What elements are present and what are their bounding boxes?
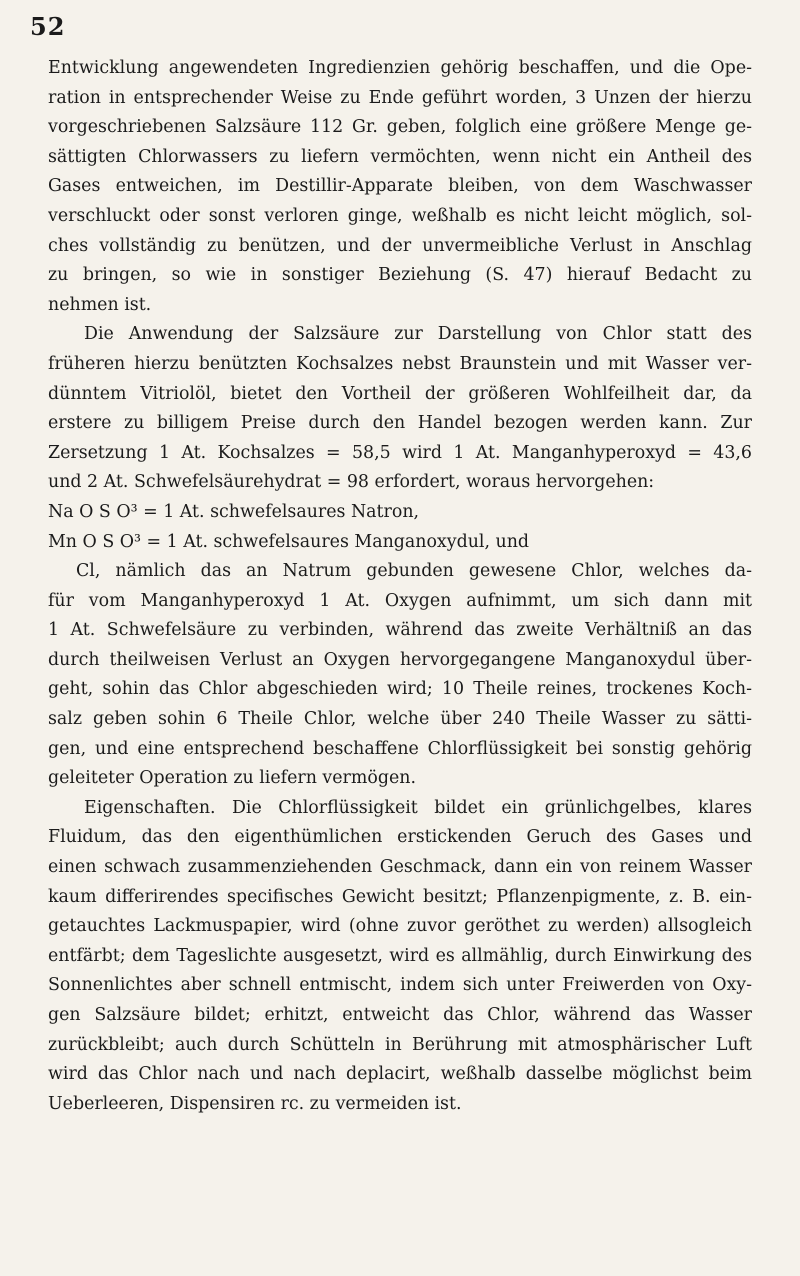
text-line: nehmen ist. <box>48 294 152 315</box>
text-line: Ueberleeren, Dispensiren rc. zu vermeiden ist. <box>48 1093 462 1114</box>
text-line: geleiteter Operation zu liefern vermögen. <box>48 768 416 789</box>
body-text <box>48 54 752 1119</box>
text-line: Gases entweichen, im Destillir-Apparate bleiben, von dem Waschwasser <box>48 176 752 197</box>
text-line: 1 At. Schwefelsäure zu verbinden, während das zweite Verhältniß an das <box>48 620 752 641</box>
text-line: zurückbleibt; auch durch Schütteln in Berührung mit atmosphärischer Luft <box>48 1034 752 1055</box>
text-line: ches vollständig zu benützen, und der unvermeibliche Verlust in Anschlag <box>48 235 752 256</box>
text-line: verschluckt oder sonst verloren ginge, weßhalb es nicht leicht möglich, sol- <box>48 205 752 226</box>
text-line: und 2 At. Schwefelsäurehydrat = 98 erfordert, woraus hervorgehen: <box>48 472 655 493</box>
page-number: 52 <box>30 12 66 41</box>
text-line: wird das Chlor nach und nach deplacirt, weßhalb dasselbe möglichst beim <box>48 1064 752 1085</box>
text-line: Entwicklung angewendeten Ingredienzien gehörig beschaffen, und die Ope- <box>48 58 752 78</box>
text-line: früheren hierzu benützten Kochsalzes nebst Braunstein und mit Wasser ver- <box>48 353 752 374</box>
text-line: entfärbt; dem Tageslichte ausgesetzt, wird es allmählig, durch Einwirkung des <box>48 945 752 966</box>
text-line: gen, und eine entsprechend beschaffene Chlorflüssigkeit bei sonstig gehörig <box>48 738 752 759</box>
text-line: zu bringen, so wie in sonstiger Beziehung (S. 47) hierauf Bedacht zu <box>48 265 752 286</box>
text-line: ration in entsprechender Weise zu Ende geführt worden, 3 Unzen der hierzu <box>48 87 752 108</box>
text-line: durch theilweisen Verlust an Oxygen hervorgegangene Manganoxydul über- <box>48 649 752 670</box>
text-line: Mn O S O³ = 1 At. schwefelsaures Manganoxydul, und <box>48 531 530 552</box>
text-line: einen schwach zusammenziehenden Geschmack, dann ein von reinem Wasser <box>48 857 752 878</box>
text-line: Fluidum, das den eigenthümlichen erstickenden Geruch des Gases und <box>48 827 752 848</box>
text-line: kaum differirendes specifisches Gewicht besitzt; Pflanzenpigmente, z. B. ein- <box>48 886 752 907</box>
text-line: vorgeschriebenen Salzsäure 112 Gr. geben, folglich eine größere Menge ge- <box>48 117 752 138</box>
text-line: Sonnenlichtes aber schnell entmischt, indem sich unter Freiwerden von Oxy- <box>48 975 752 996</box>
text-line: sättigten Chlorwassers zu liefern vermöchten, wenn nicht ein Antheil des <box>48 146 752 167</box>
text-line: geht, sohin das Chlor abgeschieden wird; 10 Theile reines, trockenes Koch- <box>48 679 752 700</box>
text-line: dünntem Vitriolöl, bietet den Vortheil der größeren Wohlfeilheit dar, da <box>48 383 752 404</box>
text-line: Zersetzung 1 At. Kochsalzes = 58,5 wird 1 At. Manganhyperoxyd = 43,6 <box>48 442 752 463</box>
text-line: Eigenschaften. Die Chlorflüssigkeit bildet ein grünlichgelbes, klares <box>84 797 752 818</box>
text-line: salz geben sohin 6 Theile Chlor, welche über 240 Theile Wasser zu sätti- <box>48 709 752 730</box>
text-line: getauchtes Lackmuspapier, wird (ohne zuvor geröthet zu werden) allsogleich <box>48 916 752 937</box>
text-line: Na O S O³ = 1 At. schwefelsaures Natron, <box>48 501 420 522</box>
text-line: Die Anwendung der Salzsäure zur Darstellung von Chlor statt des <box>84 324 752 345</box>
text-line: Cl, nämlich das an Natrum gebunden gewesene Chlor, welches da- <box>76 561 752 582</box>
text-line: gen Salzsäure bildet; erhitzt, entweicht das Chlor, während das Wasser <box>48 1005 752 1025</box>
text-line: für vom Manganhyperoxyd 1 At. Oxygen aufnimmt, um sich dann mit <box>48 590 752 611</box>
text-line: erstere zu billigem Preise durch den Handel bezogen werden kann. Zur <box>48 413 752 434</box>
